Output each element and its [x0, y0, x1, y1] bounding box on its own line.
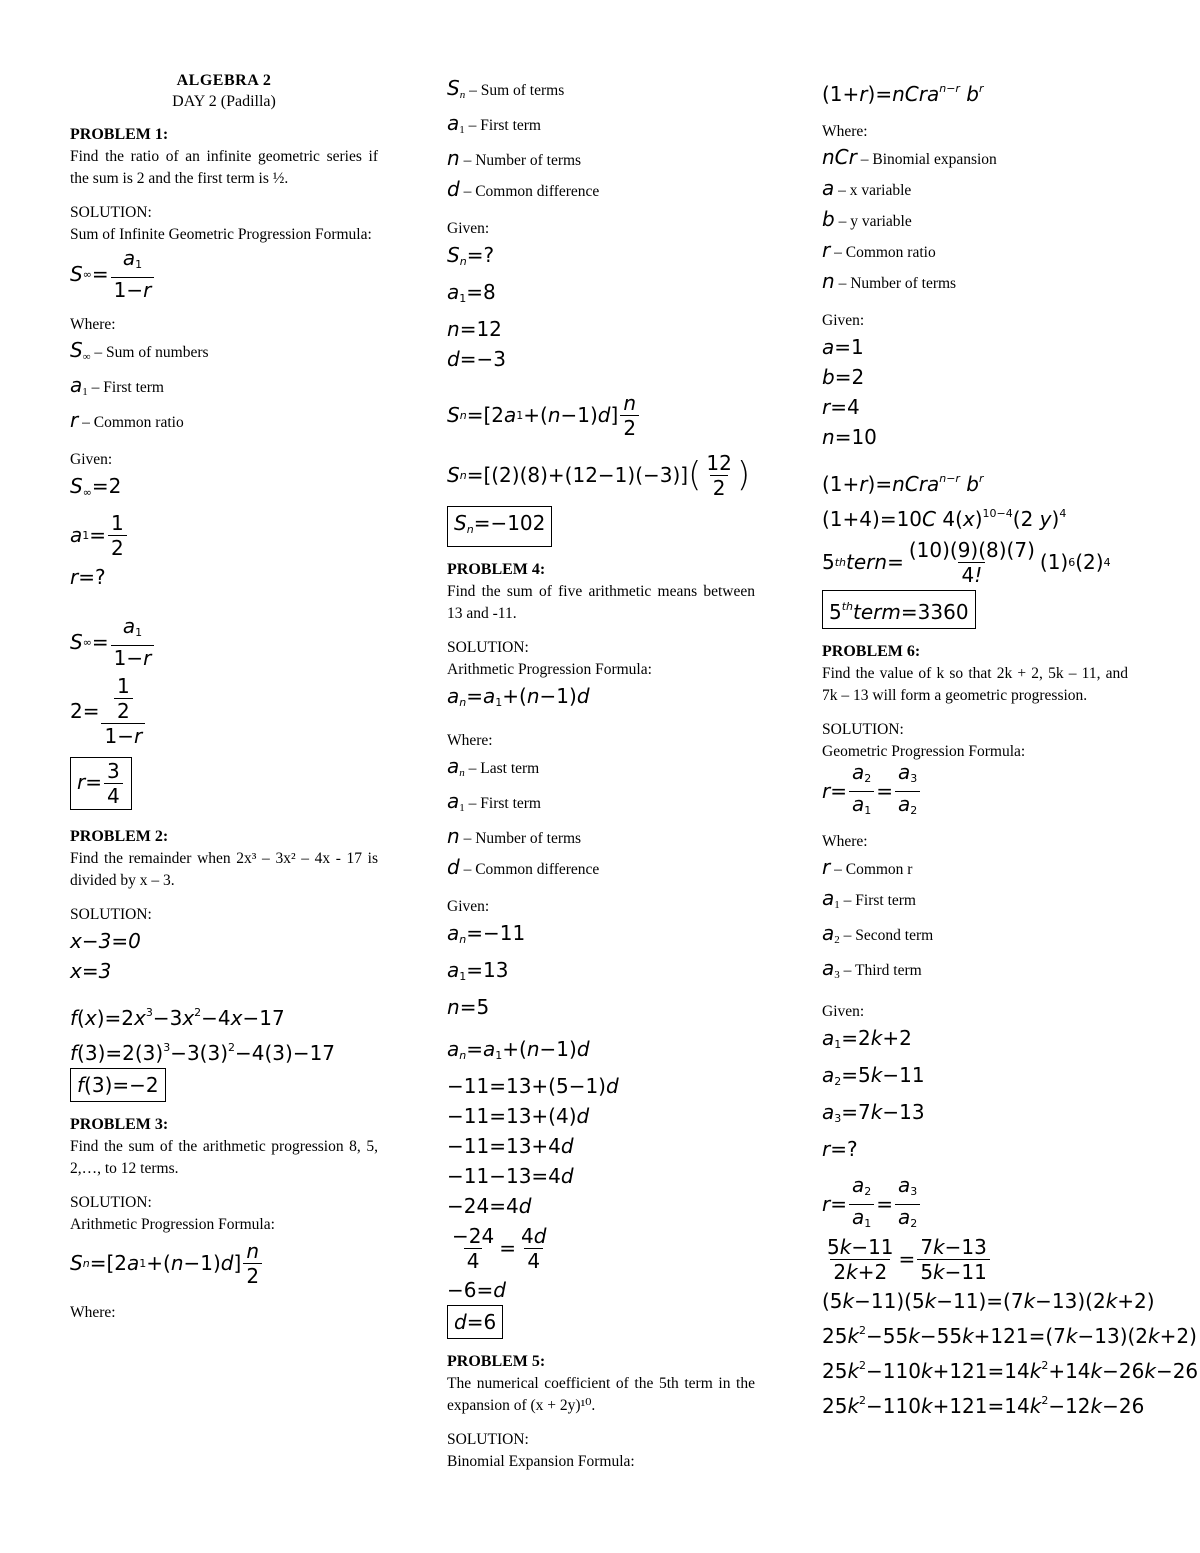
definition-d: d – Common difference [447, 855, 600, 879]
p6-step-2: $\frac{5k-11}{2k+2}$ = $\frac{7k-13}{5k-11}$ [822, 1232, 1200, 1286]
p6-step-1: r = $\frac{a_2}{a_1}$ = $\frac{a_3}{a_2}$ [822, 1176, 1200, 1232]
problem-5-where-label: Where: [822, 123, 868, 140]
p2-evaluate: $f(3)=2(3)^3-3(3)^2-4(3)-17$ [70, 1041, 336, 1065]
problem-4-given-label: Given: [447, 898, 490, 915]
problem-1-where-label: Where: [70, 316, 116, 333]
p4-step-1: $a_n=a_1+(n-1)d$ [447, 1037, 590, 1062]
definition-n: n – Number of terms [447, 146, 582, 170]
p3-step-formula: S n =[2 a 1 +( n −1) d ] $\frac{n}{2}$ [447, 386, 755, 444]
problem-2-solution-label: SOLUTION: [70, 906, 152, 923]
binomial-formula: (1+r)=nCra$^{n-r}$ $b^r$ [822, 82, 984, 106]
p4-answer-box: d=6 [447, 1305, 755, 1339]
p1-step-substitute: 2= $\frac{\frac{1}{2}}{1-r}$ [70, 670, 378, 752]
p4-step-5: −11−13=4d [447, 1164, 574, 1188]
problem-6-formula-name: Geometric Progression Formula: [822, 743, 1026, 760]
problem-6-text: Find the value of k so that 2k + 2, 5k – 11, and 7k – 13 will form a geometric progression. [822, 665, 1128, 704]
given-r: r=? [822, 1137, 858, 1161]
definition-an: $a_n$ – Last term [447, 754, 540, 779]
given-n: n=5 [447, 995, 490, 1019]
p6-step-5: $25k^2-110k+121=14k^2+14k-26k-26$ [822, 1359, 1199, 1383]
doc-title: ALGEBRA 2 [176, 72, 272, 89]
problem-3-where-label: Where: [70, 1304, 116, 1321]
given-a1: $a_1=8$ [447, 280, 496, 305]
p4-step-7: $\frac{-24}{4}$ = $\frac{4d}{4}$ [452, 1223, 547, 1273]
definition-a2: $a_2$ – Second term [822, 921, 934, 946]
given-s-infinity: $S_\infty=2$ [70, 474, 122, 499]
p4-step-2: −11=13+(5−1)d [447, 1074, 619, 1098]
given-sn: $S_n=$? [447, 243, 495, 268]
problem-3-heading: PROBLEM 3: [70, 1116, 169, 1133]
infinite-sum-formula: S ∞ = $\frac{a_1}{1-r}$ [70, 246, 378, 302]
p4-step-6: −24=4d [447, 1194, 532, 1218]
given-d: d=−3 [447, 347, 506, 371]
p1-step-formula: S ∞ = $\frac{a_1}{1-r}$ [70, 614, 378, 670]
problem-5-given-label: Given: [822, 312, 865, 329]
p3-answer-box: $S_n=-102$ [447, 506, 755, 547]
definition-n: n – Number of terms [822, 269, 957, 293]
p2-line-2: x=3 [70, 959, 112, 983]
problem-6-solution-label: SOLUTION: [822, 721, 904, 738]
p2-answer-box: f(3)=−2 [70, 1068, 378, 1102]
problem-1-given-label: Given: [70, 451, 113, 468]
problem-4-text: Find the sum of five arithmetic means between 13 and -11. [447, 583, 755, 622]
given-a: a=1 [822, 335, 864, 359]
p6-step-6: $25k^2-110k+121=14k^2-12k-26$ [822, 1394, 1145, 1418]
p4-formula: $a_n=a_1+(n-1)d$ [447, 684, 590, 709]
given-b: b=2 [822, 365, 865, 389]
problem-4-formula-name: Arithmetic Progression Formula: [447, 661, 652, 678]
problem-3-text: Find the sum of the arithmetic progression 8, 5, 2,…, to 12 terms. [70, 1138, 378, 1177]
definition-r: r – Common ratio [822, 238, 936, 262]
p4-step-8: −6=d [447, 1278, 506, 1302]
given-n: n=10 [822, 425, 877, 449]
problem-3-given-label: Given: [447, 220, 490, 237]
definition-r: r – Common ratio [70, 408, 184, 432]
problem-4-where-label: Where: [447, 732, 493, 749]
definition-a: a – x variable [822, 176, 912, 200]
problem-5-text: The numerical coefficient of the 5th term in the expansion of (x + 2y)¹⁰. [447, 1375, 755, 1414]
problem-5-solution-label: SOLUTION: [447, 1431, 529, 1448]
p4-step-4: −11=13+4d [447, 1134, 574, 1158]
given-a1: $a_1=13$ [447, 958, 509, 983]
definition-b: b – y variable [822, 207, 912, 231]
problem-2-heading: PROBLEM 2: [70, 828, 169, 845]
given-r: r=? [70, 565, 106, 589]
problem-5-heading: PROBLEM 5: [447, 1353, 546, 1370]
p5-step-2: (1+4)=10C $4(x)^{10-4}(2$ y)$^4$ [822, 507, 1067, 531]
definition-ncr: nCr – Binomial expansion [822, 145, 997, 169]
p4-step-3: −11=13+(4)d [447, 1104, 590, 1128]
p6-step-4: $25k^2-55k-55k+121=(7k-13)(2k+2)$ [822, 1324, 1197, 1348]
p6-step-3: (5k−11)(5k−11)=(7k−13)(2k+2) [822, 1289, 1155, 1313]
given-r: r=4 [822, 395, 860, 419]
problem-3-formula-name: Arithmetic Progression Formula: [70, 1216, 275, 1233]
problem-3-solution-label: SOLUTION: [70, 1194, 152, 1211]
p5-step-1: (1+r)=nCra$^{n-r}$ $b^r$ [822, 472, 984, 496]
p5-step-3: 5 th tern = $\frac{(10)(9)(8)(7)}{4!}$ (1) 6 (2) 4 [822, 537, 1111, 587]
definition-a3: $a_3$ – Third term [822, 956, 922, 981]
p5-answer-box: 5thterm=3360 [822, 590, 1200, 629]
problem-6-given-label: Given: [822, 1003, 865, 1020]
column-1 [70, 70, 378, 1324]
definition-r: r – Common r [822, 855, 913, 879]
given-n: n=12 [447, 317, 502, 341]
given-a1: $a_1=2k+2$ [822, 1026, 912, 1051]
definition-n: n – Number of terms [447, 824, 582, 848]
problem-4-heading: PROBLEM 4: [447, 561, 546, 578]
p2-function: $f(x)=2x^3-3x^2-4x-17$ [70, 1006, 285, 1030]
given-an: $a_n=-11$ [447, 921, 526, 946]
problem-1-formula-name: Sum of Infinite Geometric Progression Formula: [70, 226, 372, 243]
definition-a1: $a_1$ – First term [822, 886, 916, 911]
definition-a1: $a_1$ – First term [70, 373, 164, 398]
problem-1-solution-label: SOLUTION: [70, 204, 152, 221]
given-a1: a 1 = $\frac{1}{2}$ [70, 508, 378, 562]
definition-sn: $S_n$ – Sum of terms [447, 76, 565, 101]
problem-1-heading: PROBLEM 1: [70, 126, 169, 143]
given-a3: $a_3=7k-13$ [822, 1100, 925, 1125]
problem-4-solution-label: SOLUTION: [447, 639, 529, 656]
problem-5-formula-name: Binomial Expansion Formula: [447, 1453, 635, 1470]
definition-d: d – Common difference [447, 177, 600, 201]
column-2 [447, 74, 755, 1473]
definition-a1: $a_1$ – First term [447, 789, 541, 814]
column-3 [822, 74, 1200, 1421]
problem-6-where-label: Where: [822, 833, 868, 850]
p1-answer-box: r= $\frac{3}{4}$ [70, 752, 378, 814]
problem-2-text: Find the remainder when 2x³ – 3x² – 4x - 17 is divided by x – 3. [70, 850, 378, 889]
definition-a1: $a_1$ – First term [447, 111, 541, 136]
given-a2: $a_2=5k-11$ [822, 1063, 925, 1088]
p3-formula: S n =[2 a 1 +( n −1) d ] $\frac{n}{2}$ [70, 1236, 378, 1290]
problem-1-text: Find the ratio of an infinite geometric series if the sum is 2 and the first term is ½. [70, 148, 378, 187]
gp-formula: r = $\frac{a_2}{a_1}$ = $\frac{a_3}{a_2}$ [822, 763, 1200, 819]
p3-step-substitute: S n =[(2)(8)+(12−1)(−3)] ( $\frac{12}{2}$ ) [447, 450, 751, 500]
definition-s-infinity: $S_\infty$ – Sum of numbers [70, 338, 209, 363]
doc-subtitle: DAY 2 (Padilla) [172, 93, 276, 110]
problem-6-heading: PROBLEM 6: [822, 643, 921, 660]
p2-line-1: x−3=0 [70, 929, 141, 953]
